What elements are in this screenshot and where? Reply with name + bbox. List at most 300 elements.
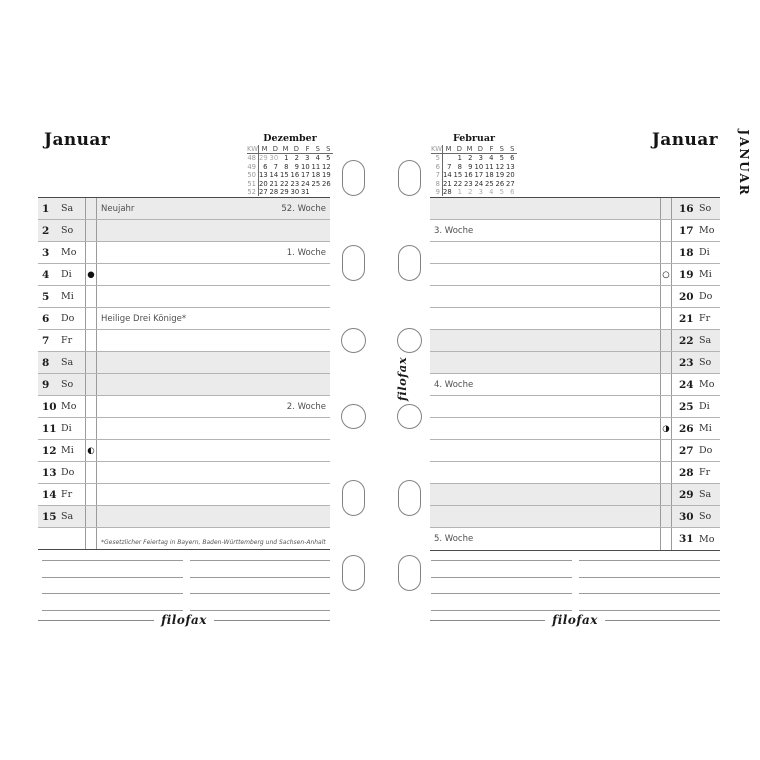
entry-area <box>97 286 330 307</box>
mini-day: 13 <box>506 162 515 171</box>
entry-area <box>430 396 660 417</box>
day-number: 8 <box>42 356 50 369</box>
entry-area <box>430 242 660 263</box>
day-row-29 <box>430 484 720 506</box>
weekday-label: Sa <box>699 489 712 500</box>
mini-day: 14 <box>269 171 279 180</box>
weekday-label: Sa <box>61 203 74 214</box>
day-number: 5 <box>42 290 50 303</box>
moon-phase-cell <box>660 506 672 527</box>
mini-day: 29 <box>280 188 289 197</box>
day-number: 14 <box>42 488 57 501</box>
mini-day: 24 <box>301 179 310 188</box>
day-number: 18 <box>679 246 694 259</box>
day-number: 23 <box>679 356 694 369</box>
entry-area <box>97 484 330 505</box>
kw-number: 7 <box>431 171 443 179</box>
mini-calendar-februar <box>431 133 517 196</box>
punch-hole <box>398 160 421 196</box>
mini-day: 14 <box>443 171 452 180</box>
punch-hole <box>398 555 421 591</box>
note-line <box>431 578 572 594</box>
note-line <box>190 545 331 561</box>
notes-column <box>42 545 183 611</box>
mini-day: 6 <box>510 154 515 163</box>
day-number: 21 <box>679 312 694 325</box>
punch-hole <box>342 160 365 196</box>
mini-day: 5 <box>499 188 504 197</box>
right-day-table <box>430 197 720 551</box>
week-label: 4. Woche <box>434 379 474 390</box>
week-label: 3. Woche <box>434 225 474 236</box>
day-row-10 <box>38 396 330 418</box>
weekday-label: Mi <box>699 423 712 434</box>
punch-hole <box>342 555 365 591</box>
moon-phase-cell <box>85 418 97 439</box>
weekday-label: Mo <box>61 247 77 258</box>
day-row-15 <box>38 506 330 528</box>
moon-phase-cell <box>85 462 97 483</box>
mini-day <box>443 154 454 162</box>
day-number: 15 <box>42 510 57 523</box>
mini-day: 15 <box>453 171 463 180</box>
mini-calendar-grid <box>247 145 333 196</box>
notes-column <box>190 545 331 611</box>
entry-area <box>97 308 330 329</box>
weekday-label: So <box>699 203 712 214</box>
weekday-label: So <box>699 357 712 368</box>
mini-day: 20 <box>259 179 268 188</box>
moon-phase-cell <box>660 484 672 505</box>
day-number: 2 <box>42 224 50 237</box>
punch-hole <box>341 328 366 353</box>
weekday-label: Mo <box>61 401 77 412</box>
entry-area <box>430 418 660 439</box>
moon-phase-cell <box>660 462 672 483</box>
moon-phase-cell <box>660 242 672 263</box>
mini-day: 25 <box>311 179 321 188</box>
entry-area <box>430 506 660 527</box>
moon-phase-cell <box>85 374 97 395</box>
entry-area <box>430 198 660 219</box>
mini-day: 23 <box>464 179 473 188</box>
moon-phase-cell <box>85 198 97 219</box>
mini-day: 11 <box>311 162 321 171</box>
mini-day: 10 <box>474 162 484 171</box>
day-number: 29 <box>679 488 694 501</box>
note-line <box>579 545 720 561</box>
moon-phase-cell <box>85 506 97 527</box>
footnote-text: *Gesetzlicher Feiertag in Bayern, Baden-Württemberg und Sachsen-Anhalt <box>101 539 326 546</box>
entry-area <box>97 198 330 219</box>
entry-area <box>430 308 660 329</box>
day-header: M <box>259 145 270 154</box>
kw-number: 50 <box>247 171 259 179</box>
day-number: 31 <box>679 533 694 545</box>
mini-day: 21 <box>443 179 452 188</box>
kw-number: 9 <box>431 188 443 196</box>
full-moon-icon: ○ <box>660 264 672 285</box>
day-row-4 <box>38 264 330 286</box>
left-day-table <box>38 197 330 550</box>
day-row-5 <box>38 286 330 308</box>
moon-phase-cell <box>85 484 97 505</box>
weekday-label: So <box>61 379 74 390</box>
entry-area <box>430 374 660 395</box>
last-quarter-moon-icon: ◑ <box>660 418 672 439</box>
weekday-label: So <box>699 511 712 522</box>
note-line <box>579 561 720 577</box>
mini-day <box>322 188 333 196</box>
week-label: 2. Woche <box>286 401 326 412</box>
mini-calendar-grid <box>431 145 517 196</box>
mini-day: 5 <box>326 154 331 163</box>
weekday-label: Do <box>61 313 75 324</box>
day-number: 28 <box>679 466 694 479</box>
mini-day: 22 <box>280 179 289 188</box>
filofax-vertical-logo: filofax <box>395 356 409 402</box>
note-line <box>42 545 183 561</box>
punch-hole <box>398 480 421 516</box>
day-row-18 <box>430 242 720 264</box>
week-label: 1. Woche <box>286 247 326 258</box>
moon-phase-cell <box>660 286 672 307</box>
day-number: 10 <box>42 400 57 413</box>
mini-day: 19 <box>495 171 505 180</box>
note-line <box>42 578 183 594</box>
mini-day: 6 <box>510 188 515 197</box>
weekday-label: Mi <box>699 269 712 280</box>
mini-day <box>312 188 323 196</box>
mini-day: 12 <box>495 162 505 171</box>
mini-day: 26 <box>322 179 331 188</box>
mini-day: 18 <box>311 171 321 180</box>
mini-day: 3 <box>478 154 483 163</box>
kw-number: 52 <box>247 188 259 196</box>
mini-day: 22 <box>453 179 463 188</box>
mini-day: 27 <box>506 179 515 188</box>
day-header: S <box>496 145 507 154</box>
weekday-label: Mo <box>699 533 715 545</box>
day-row-3 <box>38 242 330 264</box>
entry-area <box>430 220 660 241</box>
week-label: 52. Woche <box>281 203 326 214</box>
mini-day: 15 <box>280 171 289 180</box>
mini-day: 8 <box>457 162 462 171</box>
right-page-title: Januar <box>651 130 718 150</box>
weekday-label: Sa <box>699 335 712 346</box>
entry-area <box>97 506 330 527</box>
day-row-2 <box>38 220 330 242</box>
day-row-28 <box>430 462 720 484</box>
entry-area <box>97 220 330 241</box>
week-label: 5. Woche <box>434 534 474 544</box>
kw-number: 48 <box>247 154 259 162</box>
day-number: 9 <box>42 378 50 391</box>
mini-day: 28 <box>443 188 452 197</box>
weekday-label: Di <box>61 269 72 280</box>
left-footer <box>38 613 330 628</box>
mini-day: 13 <box>259 171 268 180</box>
note-line <box>42 594 183 610</box>
mini-day: 12 <box>322 162 331 171</box>
note-line <box>579 594 720 610</box>
entry-area <box>97 440 330 461</box>
moon-phase-cell <box>85 308 97 329</box>
weekday-label: Di <box>61 423 72 434</box>
holiday-label: Heilige Drei Könige* <box>101 313 187 324</box>
moon-phase-cell <box>660 308 672 329</box>
weekday-label: So <box>61 225 74 236</box>
day-header: D <box>291 145 302 154</box>
moon-phase-cell <box>85 330 97 351</box>
day-number: 24 <box>679 378 694 391</box>
weekday-label: Sa <box>61 511 74 522</box>
mini-day: 28 <box>269 188 279 197</box>
day-row-14 <box>38 484 330 506</box>
day-row-16 <box>430 198 720 220</box>
day-number: 13 <box>42 466 57 479</box>
day-row-19 <box>430 264 720 286</box>
mini-day: 2 <box>468 188 473 197</box>
note-line <box>579 578 720 594</box>
weekday-label: Do <box>61 467 75 478</box>
day-row-22 <box>430 330 720 352</box>
day-row-7 <box>38 330 330 352</box>
weekday-label: Do <box>699 445 713 456</box>
moon-phase-cell <box>85 352 97 373</box>
day-header: F <box>301 145 312 154</box>
entry-area <box>430 462 660 483</box>
mini-day: 30 <box>269 154 279 163</box>
mini-day: 9 <box>294 162 299 171</box>
punch-hole <box>341 404 366 429</box>
weekday-label: Do <box>699 291 713 302</box>
moon-phase-cell <box>85 396 97 417</box>
day-header: S <box>322 145 333 154</box>
entry-area <box>97 264 330 285</box>
right-notes-area <box>431 545 720 611</box>
holiday-label: Neujahr <box>101 203 135 214</box>
note-line <box>190 561 331 577</box>
mini-day: 4 <box>489 188 494 197</box>
weekday-label: Di <box>699 247 710 258</box>
punch-hole <box>342 480 365 516</box>
day-row-12 <box>38 440 330 462</box>
day-number: 12 <box>42 444 57 457</box>
note-line <box>42 561 183 577</box>
mini-day: 7 <box>447 162 452 171</box>
mini-day: 1 <box>284 154 289 163</box>
day-number: 4 <box>42 268 50 281</box>
mini-day: 25 <box>485 179 494 188</box>
new-moon-icon: ● <box>85 264 97 285</box>
day-row-13 <box>38 462 330 484</box>
kw-header: KW <box>431 145 442 153</box>
mini-day: 17 <box>301 171 310 180</box>
moon-phase-cell <box>660 352 672 373</box>
day-row-23 <box>430 352 720 374</box>
day-row-24 <box>430 374 720 396</box>
day-row-20 <box>430 286 720 308</box>
moon-phase-cell <box>85 220 97 241</box>
mini-day: 16 <box>464 171 473 180</box>
day-row-26 <box>430 418 720 440</box>
kw-header: KW <box>247 145 258 153</box>
day-rows <box>430 198 720 550</box>
mini-day: 27 <box>259 188 268 197</box>
entry-area <box>97 330 330 351</box>
day-header: D <box>454 145 465 154</box>
note-line <box>431 545 572 561</box>
note-line <box>190 594 331 610</box>
weekday-label: Fr <box>61 489 73 500</box>
note-line <box>190 578 331 594</box>
day-header: S <box>506 145 517 154</box>
mini-day: 29 <box>259 154 268 163</box>
day-row-8 <box>38 352 330 374</box>
moon-phase-cell <box>85 286 97 307</box>
filofax-logo: filofax <box>545 613 605 627</box>
mini-day: 16 <box>290 171 300 180</box>
day-row-17 <box>430 220 720 242</box>
weekday-label: Mi <box>61 445 74 456</box>
mini-day: 3 <box>478 188 483 197</box>
punch-hole <box>342 245 365 281</box>
punch-hole <box>397 404 422 429</box>
moon-phase-cell <box>660 198 672 219</box>
day-number: 6 <box>42 312 50 325</box>
weekday-label: Fr <box>699 313 711 324</box>
entry-area <box>97 352 330 373</box>
weekday-label: Di <box>699 401 710 412</box>
weekday-label: Mo <box>699 225 715 236</box>
mini-day: 2 <box>468 154 473 163</box>
day-number: 3 <box>42 246 50 259</box>
mini-day: 17 <box>474 171 484 180</box>
day-row-21 <box>430 308 720 330</box>
punch-hole <box>397 328 422 353</box>
entry-area <box>97 374 330 395</box>
weekday-label: Mo <box>699 379 715 390</box>
kw-number: 51 <box>247 180 259 188</box>
day-row-25 <box>430 396 720 418</box>
day-number: 11 <box>42 422 57 435</box>
day-number: 25 <box>679 400 694 413</box>
day-number: 7 <box>42 334 50 347</box>
day-rows <box>38 198 330 528</box>
left-notes-area <box>42 545 330 611</box>
day-row-1 <box>38 198 330 220</box>
mini-calendar-title: Februar <box>453 133 495 144</box>
left-page-title: Januar <box>44 130 111 150</box>
entry-area <box>97 462 330 483</box>
moon-phase-cell <box>660 220 672 241</box>
moon-phase-cell <box>660 440 672 461</box>
mini-day: 24 <box>474 179 484 188</box>
mini-day: 7 <box>273 162 278 171</box>
mini-day: 1 <box>457 188 462 197</box>
first-quarter-moon-icon: ◐ <box>85 440 97 461</box>
entry-area <box>430 264 660 285</box>
right-footer <box>430 613 720 628</box>
mini-day: 6 <box>263 162 268 171</box>
day-row-11 <box>38 418 330 440</box>
mini-day: 9 <box>468 162 473 171</box>
day-row-9 <box>38 374 330 396</box>
moon-phase-cell <box>660 374 672 395</box>
entry-area <box>430 352 660 373</box>
notes-column <box>579 545 720 611</box>
weekday-label: Fr <box>61 335 73 346</box>
mini-day: 31 <box>301 188 310 197</box>
note-line <box>431 561 572 577</box>
entry-area <box>97 418 330 439</box>
day-number: 17 <box>679 224 694 237</box>
mini-day: 5 <box>499 154 504 163</box>
day-header: D <box>270 145 281 154</box>
mini-day: 18 <box>485 171 494 180</box>
mini-calendar-title: Dezember <box>263 133 317 144</box>
weekday-label: Sa <box>61 357 74 368</box>
filofax-logo: filofax <box>154 613 214 627</box>
kw-number: 8 <box>431 180 443 188</box>
day-number: 19 <box>679 268 694 281</box>
moon-phase-cell <box>660 330 672 351</box>
day-number: 27 <box>679 444 694 457</box>
month-tab-januar: JANUAR <box>737 129 751 197</box>
day-header: D <box>475 145 486 154</box>
mini-day: 30 <box>290 188 300 197</box>
entry-area <box>430 286 660 307</box>
punch-hole <box>398 245 421 281</box>
notes-column <box>431 545 572 611</box>
weekday-label: Fr <box>699 467 711 478</box>
day-header: S <box>312 145 323 154</box>
moon-phase-cell <box>660 396 672 417</box>
day-header: M <box>464 145 475 154</box>
day-row-27 <box>430 440 720 462</box>
mini-day: 3 <box>305 154 310 163</box>
kw-number: 49 <box>247 163 259 171</box>
mini-day: 11 <box>485 162 494 171</box>
mini-day: 8 <box>284 162 289 171</box>
mini-day: 1 <box>457 154 462 163</box>
mini-day: 2 <box>294 154 299 163</box>
entry-area <box>430 440 660 461</box>
mini-day: 10 <box>301 162 310 171</box>
moon-phase-cell <box>85 242 97 263</box>
mini-day: 19 <box>322 171 331 180</box>
day-row-6 <box>38 308 330 330</box>
day-header: M <box>280 145 291 154</box>
day-number: 16 <box>679 202 694 215</box>
kw-number: 6 <box>431 163 443 171</box>
weekday-label: Mi <box>61 291 74 302</box>
entry-area <box>430 330 660 351</box>
mini-day: 21 <box>269 179 279 188</box>
mini-calendar-dezember <box>247 133 333 196</box>
entry-area <box>97 396 330 417</box>
day-number: 22 <box>679 334 694 347</box>
day-number: 30 <box>679 510 694 523</box>
day-number: 26 <box>679 422 694 435</box>
day-number: 20 <box>679 290 694 303</box>
note-line <box>431 594 572 610</box>
mini-day: 23 <box>290 179 300 188</box>
kw-number: 5 <box>431 154 443 162</box>
day-header: M <box>443 145 454 154</box>
